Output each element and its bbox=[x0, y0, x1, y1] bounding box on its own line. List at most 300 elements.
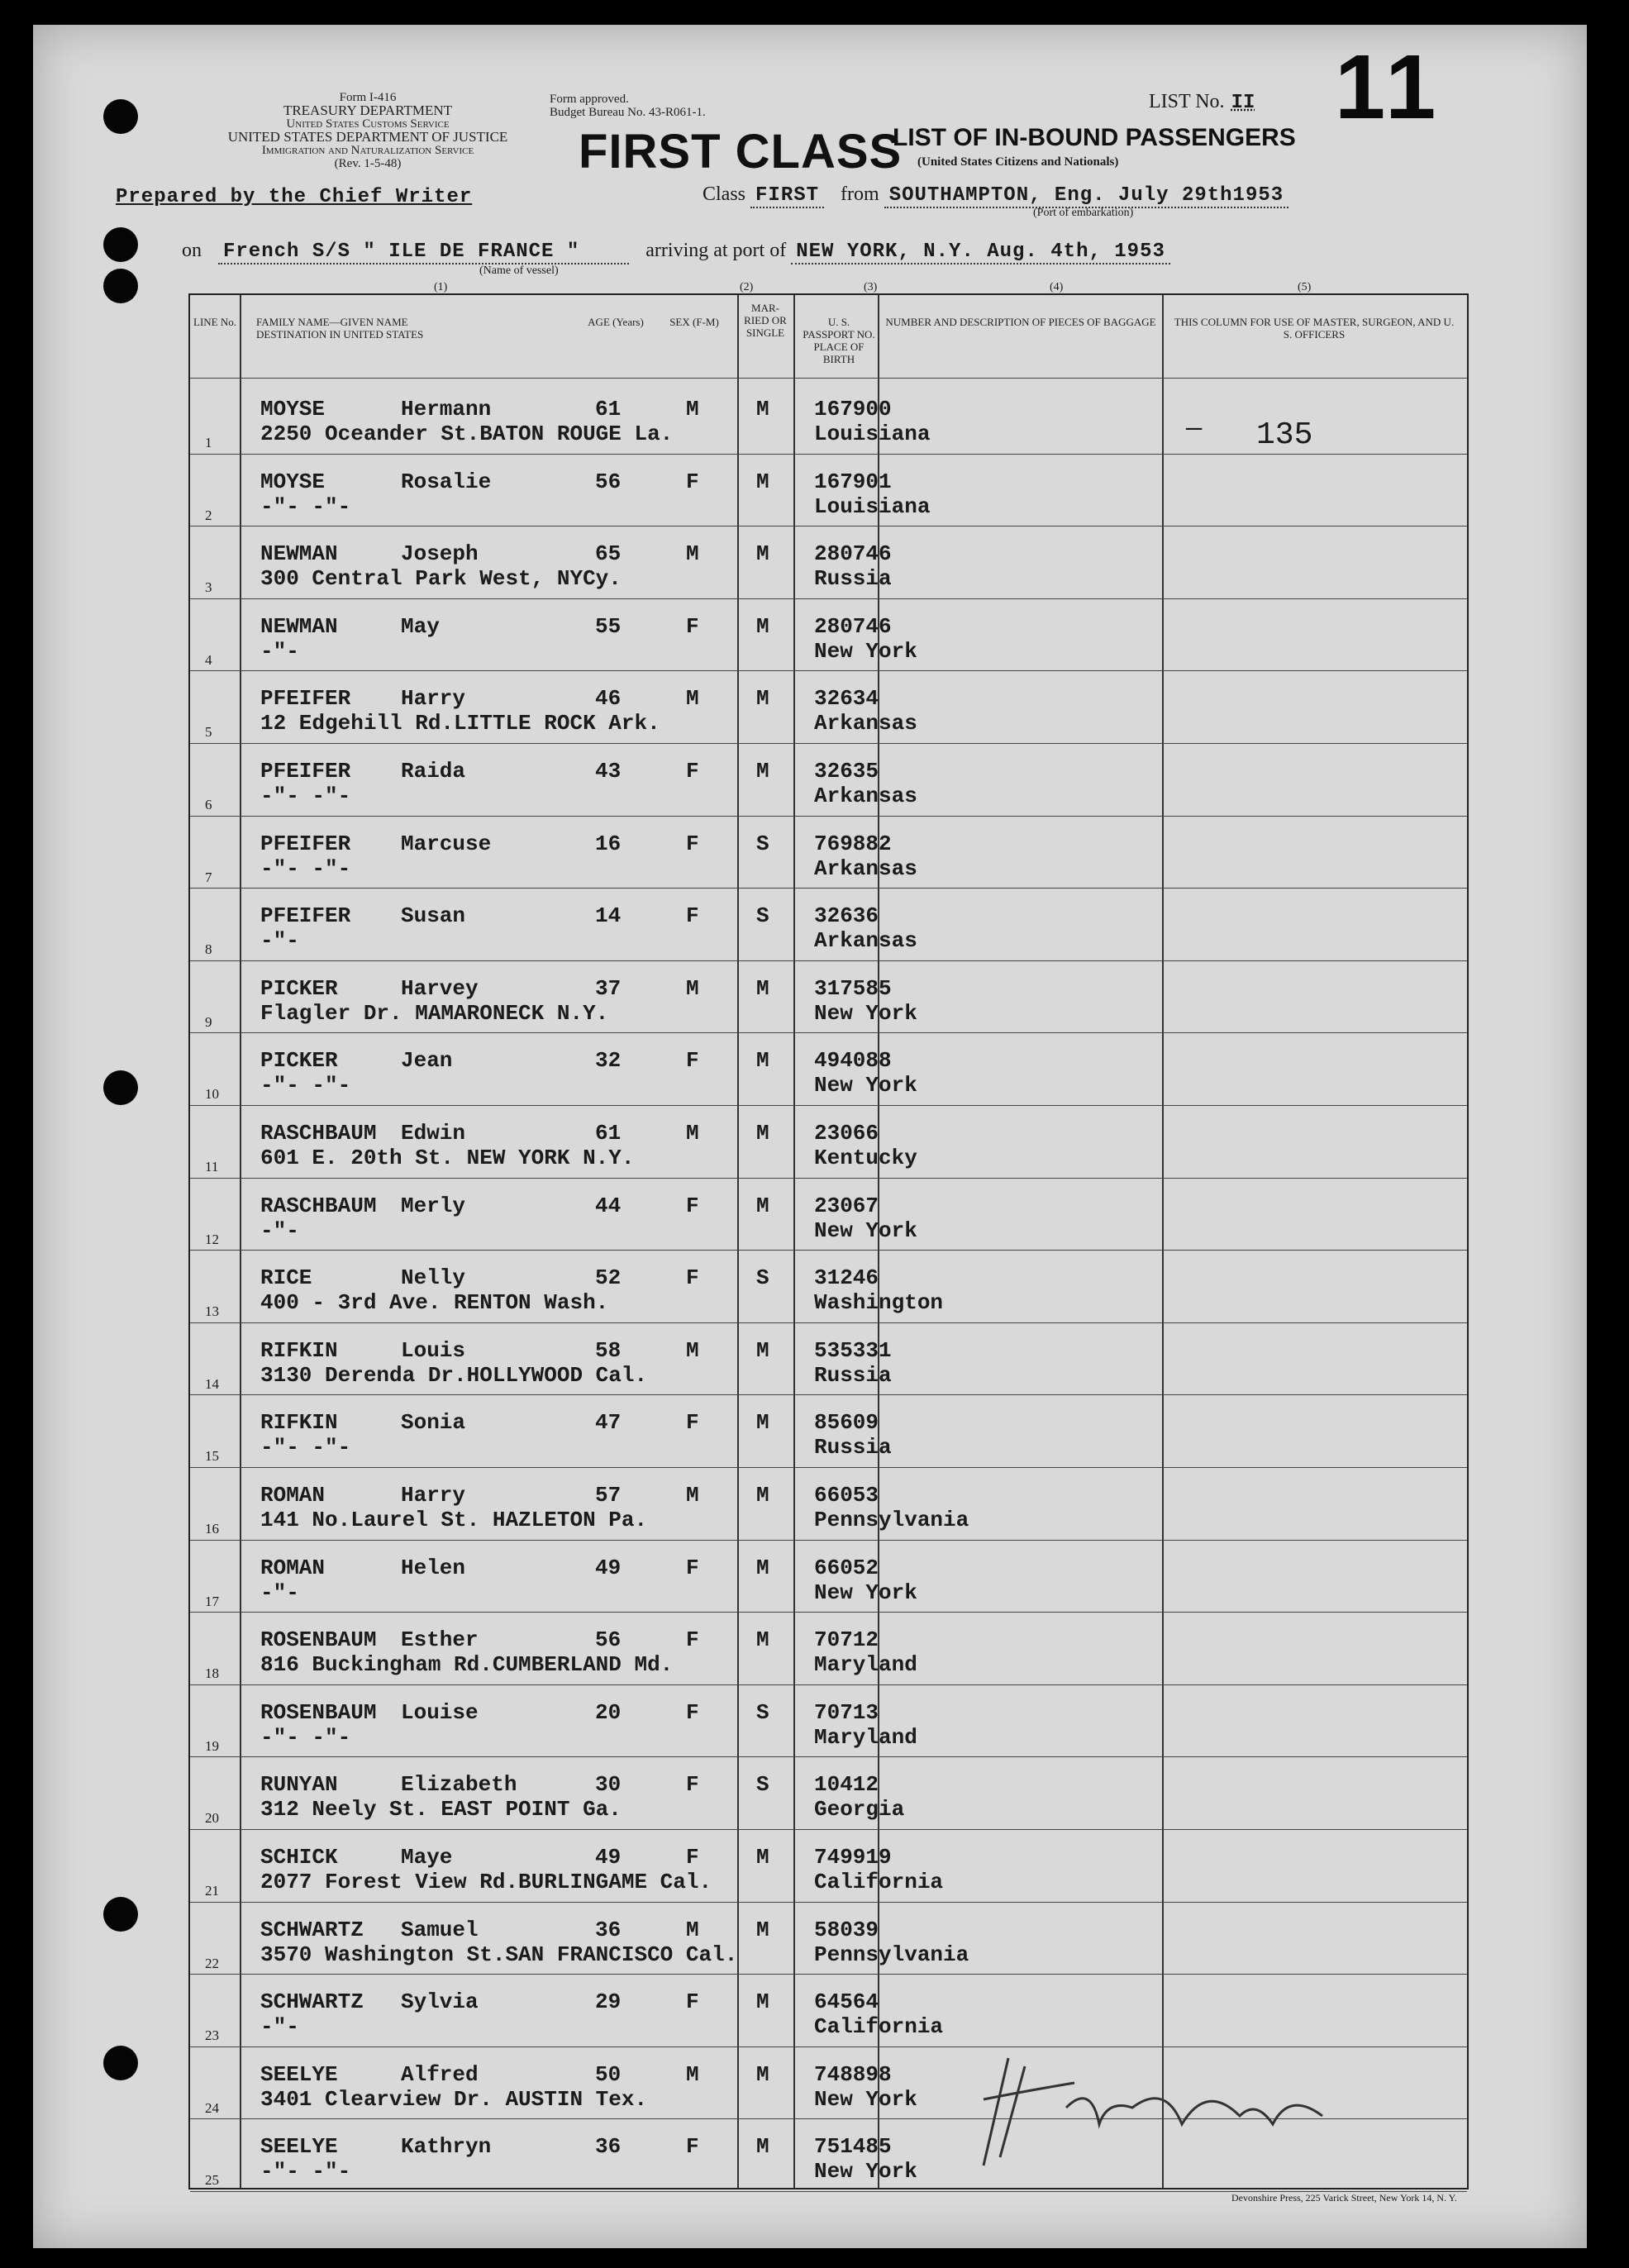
header-family-name bbox=[256, 316, 521, 341]
place-of-birth: New York bbox=[814, 1217, 917, 1243]
age: 50 bbox=[595, 2061, 622, 2087]
place-of-birth: California bbox=[814, 1870, 944, 1894]
passport-number: 167901 bbox=[814, 469, 892, 494]
family-name: ROSENBAUM bbox=[260, 1627, 377, 1653]
place-of-birth: Washington bbox=[814, 1290, 944, 1316]
family-name: ROMAN bbox=[260, 1555, 326, 1580]
given-name: Sonia bbox=[401, 1410, 466, 1436]
table-row bbox=[190, 1106, 1467, 1179]
sex: F bbox=[686, 903, 699, 929]
age: 20 bbox=[595, 1699, 622, 1725]
sex: M bbox=[686, 975, 699, 1001]
destination: -"- -"- bbox=[260, 855, 351, 881]
sex: M bbox=[686, 1483, 699, 1508]
age: 30 bbox=[595, 1772, 622, 1798]
list-number-stamp: 11 bbox=[1335, 36, 1441, 138]
table-row bbox=[190, 1903, 1467, 1975]
form-approved bbox=[550, 93, 798, 119]
line-number: 1 bbox=[205, 435, 212, 450]
place-of-birth: Maryland bbox=[814, 1652, 917, 1678]
table-row bbox=[190, 1975, 1467, 2047]
family-name: RUNYAN bbox=[260, 1772, 338, 1798]
col-number: (5) bbox=[1298, 281, 1312, 293]
table-row bbox=[190, 1541, 1467, 1613]
table-row bbox=[190, 526, 1467, 599]
passport-number: 32635 bbox=[814, 759, 879, 784]
sex: F bbox=[686, 831, 699, 856]
sex: F bbox=[686, 1627, 699, 1653]
line-number: 20 bbox=[205, 1810, 219, 1827]
place-of-birth: Pennsylvania bbox=[814, 1942, 969, 1967]
marital-status: M bbox=[756, 541, 769, 567]
passport-number: 751485 bbox=[814, 2134, 892, 2160]
marital-status: S bbox=[756, 1699, 769, 1725]
header-sex: SEX (F-M) bbox=[669, 316, 719, 328]
passport-number: 32636 bbox=[814, 903, 879, 929]
line-number: 16 bbox=[205, 1521, 219, 1537]
marital-status: M bbox=[756, 1555, 769, 1580]
punch-hole bbox=[103, 227, 138, 262]
marital-status: S bbox=[756, 831, 769, 856]
given-name: Marcuse bbox=[401, 831, 492, 856]
place-of-birth: Georgia bbox=[814, 1797, 905, 1822]
destination: 3570 Washington St.SAN FRANCISCO Cal. bbox=[260, 1942, 738, 1967]
marital-status: S bbox=[756, 903, 769, 929]
destination: 12 Edgehill Rd.LITTLE ROCK Ark. bbox=[260, 711, 660, 736]
age: 55 bbox=[595, 613, 622, 639]
destination: -"- -"- bbox=[260, 1724, 351, 1750]
passport-number: 280746 bbox=[814, 541, 892, 567]
marital-status: M bbox=[756, 1917, 769, 1942]
destination: 141 No.Laurel St. HAZLETON Pa. bbox=[260, 1508, 648, 1532]
prepared-by: Prepared by the Chief Writer bbox=[116, 186, 473, 208]
header-age: AGE (Years) bbox=[588, 316, 644, 328]
passport-number: 66052 bbox=[814, 1555, 879, 1580]
place-of-birth: New York bbox=[814, 638, 917, 664]
first-class-stamp: FIRST CLASS bbox=[579, 125, 903, 179]
family-name: SEELYE bbox=[260, 2134, 338, 2160]
vessel-line bbox=[182, 240, 1170, 263]
line-number: 10 bbox=[205, 1086, 219, 1103]
family-name: RICE bbox=[260, 1265, 312, 1291]
header-family-text: FAMILY NAME—GIVEN NAME bbox=[256, 316, 408, 328]
table-row bbox=[190, 817, 1467, 889]
from-label: from bbox=[841, 183, 879, 205]
family-name: NEWMAN bbox=[260, 613, 338, 639]
age: 36 bbox=[595, 1917, 622, 1942]
given-name: Louis bbox=[401, 1337, 466, 1363]
line-number: 4 bbox=[205, 651, 212, 668]
col-number: (4) bbox=[1050, 281, 1064, 293]
embark-note: (Port of embarkation) bbox=[1033, 207, 1134, 219]
sex: F bbox=[686, 613, 699, 639]
table-row bbox=[190, 1468, 1467, 1541]
sex: F bbox=[686, 1845, 699, 1870]
marital-status: M bbox=[756, 1410, 769, 1436]
place-of-birth: New York bbox=[814, 1000, 917, 1026]
line-number: 21 bbox=[205, 1883, 219, 1899]
sex: M bbox=[686, 1917, 699, 1942]
marital-status: M bbox=[756, 2134, 769, 2160]
family-name: PICKER bbox=[260, 975, 338, 1001]
table-row bbox=[190, 1033, 1467, 1106]
treasury-dept: TREASURY DEPARTMENT bbox=[283, 102, 453, 118]
table-row bbox=[190, 961, 1467, 1034]
destination: -"- -"- bbox=[260, 493, 351, 519]
passport-number: 66053 bbox=[814, 1483, 879, 1508]
given-name: Rosalie bbox=[401, 469, 492, 494]
place-of-birth: Russia bbox=[814, 1362, 892, 1388]
given-name: Jean bbox=[401, 1048, 453, 1074]
budget-text: Budget Bureau No. 43-R061-1. bbox=[550, 106, 706, 119]
place-of-birth: New York bbox=[814, 2159, 917, 2185]
sex: F bbox=[686, 1410, 699, 1436]
destination: 2250 Oceander St.BATON ROUGE La. bbox=[260, 422, 674, 446]
marital-status: M bbox=[756, 686, 769, 712]
table-row bbox=[190, 1395, 1467, 1468]
passport-number: 494088 bbox=[814, 1048, 892, 1074]
inspector-signature bbox=[975, 2050, 1372, 2174]
age: 49 bbox=[595, 1555, 622, 1580]
approved-text: Form approved. bbox=[550, 93, 629, 106]
passport-number: 769882 bbox=[814, 831, 892, 856]
vessel-name: French S/S " ILE DE FRANCE " bbox=[218, 241, 629, 264]
punch-hole bbox=[103, 1897, 138, 1932]
given-name: Samuel bbox=[401, 1917, 479, 1942]
family-name: NEWMAN bbox=[260, 541, 338, 567]
marital-status: M bbox=[756, 1121, 769, 1146]
place-of-birth: Arkansas bbox=[814, 855, 917, 881]
family-name: SCHWARTZ bbox=[260, 1917, 364, 1942]
header-officers: THIS COLUMN FOR USE OF MASTER, SURGEON, AND U. S. OFFICERS bbox=[1174, 316, 1455, 341]
sex: F bbox=[686, 1772, 699, 1798]
place-of-birth: Pennsylvania bbox=[814, 1508, 969, 1532]
place-of-birth: Arkansas bbox=[814, 928, 917, 954]
line-number: 15 bbox=[205, 1448, 219, 1465]
col-number: (2) bbox=[740, 281, 754, 293]
destination: Flagler Dr. MAMARONECK N.Y. bbox=[260, 1000, 609, 1026]
place-of-birth: New York bbox=[814, 1580, 917, 1605]
destination: -"- -"- bbox=[260, 2159, 351, 2185]
marital-status: M bbox=[756, 397, 769, 422]
destination: 300 Central Park West, NYCy. bbox=[260, 566, 622, 592]
destination: 816 Buckingham Rd.CUMBERLAND Md. bbox=[260, 1652, 674, 1678]
age: 58 bbox=[595, 1337, 622, 1363]
header-baggage: NUMBER AND DESCRIPTION OF PIECES OF BAGGAGE bbox=[885, 316, 1156, 328]
marital-status: M bbox=[756, 613, 769, 639]
table-row bbox=[190, 1685, 1467, 1758]
sex: F bbox=[686, 1193, 699, 1218]
passport-number: 280746 bbox=[814, 613, 892, 639]
marital-status: M bbox=[756, 1048, 769, 1074]
passport-number: 70713 bbox=[814, 1699, 879, 1725]
table-row bbox=[190, 889, 1467, 961]
line-number: 2 bbox=[205, 507, 212, 523]
passport-number: 70712 bbox=[814, 1627, 879, 1653]
list-no-value: II bbox=[1231, 92, 1255, 114]
punch-hole bbox=[103, 2046, 138, 2080]
marital-status: S bbox=[756, 1265, 769, 1291]
given-name: Susan bbox=[401, 903, 466, 929]
punch-hole bbox=[103, 1070, 138, 1105]
line-number: 9 bbox=[205, 1013, 212, 1030]
given-name: Louise bbox=[401, 1699, 479, 1725]
given-name: May bbox=[401, 613, 440, 639]
marital-status: M bbox=[756, 1989, 769, 2015]
line-number: 3 bbox=[205, 579, 212, 596]
family-name: PFEIFER bbox=[260, 831, 351, 856]
family-name: ROMAN bbox=[260, 1483, 326, 1508]
on-label: on bbox=[182, 240, 202, 261]
age: 65 bbox=[595, 541, 622, 567]
port-of-arrival: NEW YORK, N.Y. Aug. 4th, 1953 bbox=[791, 241, 1170, 264]
list-no-label: LIST No. bbox=[1149, 91, 1225, 112]
age: 36 bbox=[595, 2134, 622, 2160]
arriving-label: arriving at port of bbox=[645, 240, 787, 261]
given-name: Joseph bbox=[401, 541, 479, 567]
marital-status: M bbox=[756, 469, 769, 494]
sex: F bbox=[686, 469, 699, 494]
table-row bbox=[190, 1757, 1467, 1830]
passport-number: 748898 bbox=[814, 2061, 892, 2087]
place-of-birth: Louisiana bbox=[814, 422, 931, 446]
given-name: Merly bbox=[401, 1193, 466, 1218]
family-name: SEELYE bbox=[260, 2061, 338, 2087]
sex: F bbox=[686, 1555, 699, 1580]
given-name: Harvey bbox=[401, 975, 479, 1001]
given-name: Alfred bbox=[401, 2061, 479, 2087]
age: 29 bbox=[595, 1989, 622, 2015]
given-name: Esther bbox=[401, 1627, 479, 1653]
justice-dept: UNITED STATES DEPARTMENT OF JUSTICE bbox=[227, 129, 508, 145]
sex: M bbox=[686, 1337, 699, 1363]
passport-number: 749919 bbox=[814, 1845, 892, 1870]
destination: 3130 Derenda Dr.HOLLYWOOD Cal. bbox=[260, 1362, 648, 1388]
officer-dash: — bbox=[1186, 413, 1203, 444]
place-of-birth: Arkansas bbox=[814, 784, 917, 808]
age: 52 bbox=[595, 1265, 622, 1291]
table-row bbox=[190, 671, 1467, 744]
destination: -"- bbox=[260, 2014, 299, 2040]
family-name: RIFKIN bbox=[260, 1337, 338, 1363]
line-number: 18 bbox=[205, 1665, 219, 1682]
age: 61 bbox=[595, 397, 622, 422]
family-name: ROSENBAUM bbox=[260, 1699, 377, 1725]
family-name: MOYSE bbox=[260, 397, 326, 422]
passport-number: 85609 bbox=[814, 1410, 879, 1436]
given-name: Kathryn bbox=[401, 2134, 492, 2160]
age: 61 bbox=[595, 1121, 622, 1146]
sex: F bbox=[686, 1699, 699, 1725]
sex: M bbox=[686, 397, 699, 422]
sex: M bbox=[686, 541, 699, 567]
form-header-left bbox=[178, 91, 558, 170]
passport-number: 10412 bbox=[814, 1772, 879, 1798]
class-label: Class bbox=[703, 183, 746, 205]
marital-status: M bbox=[756, 759, 769, 784]
class-value: FIRST bbox=[750, 184, 824, 208]
sex: M bbox=[686, 686, 699, 712]
table-row bbox=[190, 1179, 1467, 1251]
line-number: 25 bbox=[205, 2172, 219, 2189]
list-title: LIST OF IN-BOUND PASSENGERS bbox=[893, 124, 1296, 151]
passport-number: 23066 bbox=[814, 1121, 879, 1146]
family-name: SCHICK bbox=[260, 1845, 338, 1870]
family-name: PFEIFER bbox=[260, 903, 351, 929]
destination: 312 Neely St. EAST POINT Ga. bbox=[260, 1797, 622, 1822]
given-name: Helen bbox=[401, 1555, 466, 1580]
family-name: RIFKIN bbox=[260, 1410, 338, 1436]
age: 47 bbox=[595, 1410, 622, 1436]
family-name: RASCHBAUM bbox=[260, 1193, 377, 1218]
punch-hole bbox=[103, 269, 138, 303]
marital-status: M bbox=[756, 2061, 769, 2087]
place-of-birth: California bbox=[814, 2014, 944, 2040]
age: 44 bbox=[595, 1193, 622, 1218]
sex: F bbox=[686, 1265, 699, 1291]
class-line bbox=[703, 183, 1288, 207]
destination: -"- bbox=[260, 638, 299, 664]
table-row bbox=[190, 1830, 1467, 1903]
family-name: PFEIFER bbox=[260, 759, 351, 784]
place-of-birth: Maryland bbox=[814, 1724, 917, 1750]
given-name: Harry bbox=[401, 686, 466, 712]
passport-number: 167900 bbox=[814, 397, 892, 422]
line-number: 11 bbox=[205, 1159, 219, 1174]
line-number: 12 bbox=[205, 1231, 219, 1247]
line-number: 22 bbox=[205, 1955, 219, 1971]
destination: -"- -"- bbox=[260, 1435, 351, 1460]
family-name: SCHWARTZ bbox=[260, 1989, 364, 2015]
age: 16 bbox=[595, 831, 622, 856]
family-name: MOYSE bbox=[260, 469, 326, 494]
passport-number: 64564 bbox=[814, 1989, 879, 2015]
marital-status: S bbox=[756, 1772, 769, 1798]
sex: M bbox=[686, 1121, 699, 1146]
age: 32 bbox=[595, 1048, 622, 1074]
destination: -"- bbox=[260, 1217, 299, 1243]
customs-service: United States Customs Service bbox=[286, 117, 450, 131]
line-number: 17 bbox=[205, 1593, 219, 1609]
family-name: PFEIFER bbox=[260, 686, 351, 712]
passport-number: 535331 bbox=[814, 1337, 892, 1363]
line-number: 6 bbox=[205, 797, 212, 812]
port-of-embarkation: SOUTHAMPTON, Eng. July 29th1953 bbox=[884, 184, 1288, 208]
age: 56 bbox=[595, 1627, 622, 1653]
line-number: 7 bbox=[205, 869, 212, 885]
destination: -"- -"- bbox=[260, 784, 351, 808]
table-row bbox=[190, 744, 1467, 817]
given-name: Edwin bbox=[401, 1121, 466, 1146]
destination: 3401 Clearview Dr. AUSTIN Tex. bbox=[260, 2086, 648, 2112]
given-name: Sylvia bbox=[401, 1989, 479, 2015]
table-row bbox=[190, 1613, 1467, 1685]
marital-status: M bbox=[756, 1627, 769, 1653]
given-name: Hermann bbox=[401, 397, 492, 422]
passport-number: 23067 bbox=[814, 1193, 879, 1218]
marital-status: M bbox=[756, 1483, 769, 1508]
destination: -"- -"- bbox=[260, 1073, 351, 1098]
col-number: (1) bbox=[434, 281, 448, 293]
header-married: MAR-RIED OR SINGLE bbox=[744, 302, 787, 339]
passport-number: 31246 bbox=[814, 1265, 879, 1291]
given-name: Harry bbox=[401, 1483, 466, 1508]
line-number: 5 bbox=[205, 724, 212, 741]
place-of-birth: New York bbox=[814, 1073, 917, 1098]
passport-number: 32634 bbox=[814, 686, 879, 712]
destination: 2077 Forest View Rd.BURLINGAME Cal. bbox=[260, 1870, 712, 1894]
officer-mark: 135 bbox=[1256, 417, 1313, 453]
sex: F bbox=[686, 2134, 699, 2160]
table-row bbox=[190, 1251, 1467, 1323]
passport-number: 317585 bbox=[814, 975, 892, 1001]
age: 57 bbox=[595, 1483, 622, 1508]
marital-status: M bbox=[756, 1845, 769, 1870]
place-of-birth: Arkansas bbox=[814, 711, 917, 736]
family-name: RASCHBAUM bbox=[260, 1121, 377, 1146]
given-name: Elizabeth bbox=[401, 1772, 517, 1798]
printer-footer: Devonshire Press, 225 Varick Street, New York 14, N. Y. bbox=[1231, 2192, 1457, 2204]
marital-status: M bbox=[756, 1193, 769, 1218]
table-row bbox=[190, 1323, 1467, 1396]
header-destination-text: DESTINATION IN UNITED STATES bbox=[256, 328, 424, 341]
destination: -"- bbox=[260, 1580, 299, 1605]
given-name: Nelly bbox=[401, 1265, 466, 1291]
form-number: Form I-416 bbox=[339, 91, 397, 104]
header-passport: U. S. PASSPORT NO. PLACE OF BIRTH bbox=[803, 316, 875, 365]
place-of-birth: Kentucky bbox=[814, 1146, 917, 1170]
table-row bbox=[190, 599, 1467, 672]
age: 43 bbox=[595, 759, 622, 784]
line-number: 19 bbox=[205, 1737, 219, 1754]
given-name: Raida bbox=[401, 759, 466, 784]
age: 49 bbox=[595, 1845, 622, 1870]
given-name: Maye bbox=[401, 1845, 453, 1870]
place-of-birth: New York bbox=[814, 2086, 917, 2112]
col-number: (3) bbox=[864, 281, 878, 293]
age: 56 bbox=[595, 469, 622, 494]
passenger-table bbox=[188, 293, 1469, 2189]
line-number: 14 bbox=[205, 1375, 219, 1392]
sex: M bbox=[686, 2061, 699, 2087]
destination: 400 - 3rd Ave. RENTON Wash. bbox=[260, 1290, 609, 1316]
age: 37 bbox=[595, 975, 622, 1001]
sex: F bbox=[686, 1989, 699, 2015]
vessel-note: (Name of vessel) bbox=[479, 264, 559, 277]
passport-number: 58039 bbox=[814, 1917, 879, 1942]
destination: 601 E. 20th St. NEW YORK N.Y. bbox=[260, 1146, 635, 1170]
header-line-no: LINE No. bbox=[193, 316, 236, 328]
revision: (Rev. 1-5-48) bbox=[334, 157, 402, 170]
sex: F bbox=[686, 759, 699, 784]
marital-status: M bbox=[756, 1337, 769, 1363]
destination: -"- bbox=[260, 928, 299, 954]
line-number: 23 bbox=[205, 2027, 219, 2044]
list-subtitle: (United States Citizens and Nationals) bbox=[917, 155, 1119, 169]
age: 14 bbox=[595, 903, 622, 929]
line-number: 13 bbox=[205, 1303, 219, 1320]
line-number: 24 bbox=[205, 2099, 219, 2116]
place-of-birth: Louisiana bbox=[814, 493, 931, 519]
place-of-birth: Russia bbox=[814, 1435, 892, 1460]
place-of-birth: Russia bbox=[814, 566, 892, 592]
punch-hole bbox=[103, 99, 138, 134]
list-number bbox=[1149, 91, 1255, 114]
table-row bbox=[190, 455, 1467, 527]
age: 46 bbox=[595, 686, 622, 712]
family-name: PICKER bbox=[260, 1048, 338, 1074]
marital-status: M bbox=[756, 975, 769, 1001]
